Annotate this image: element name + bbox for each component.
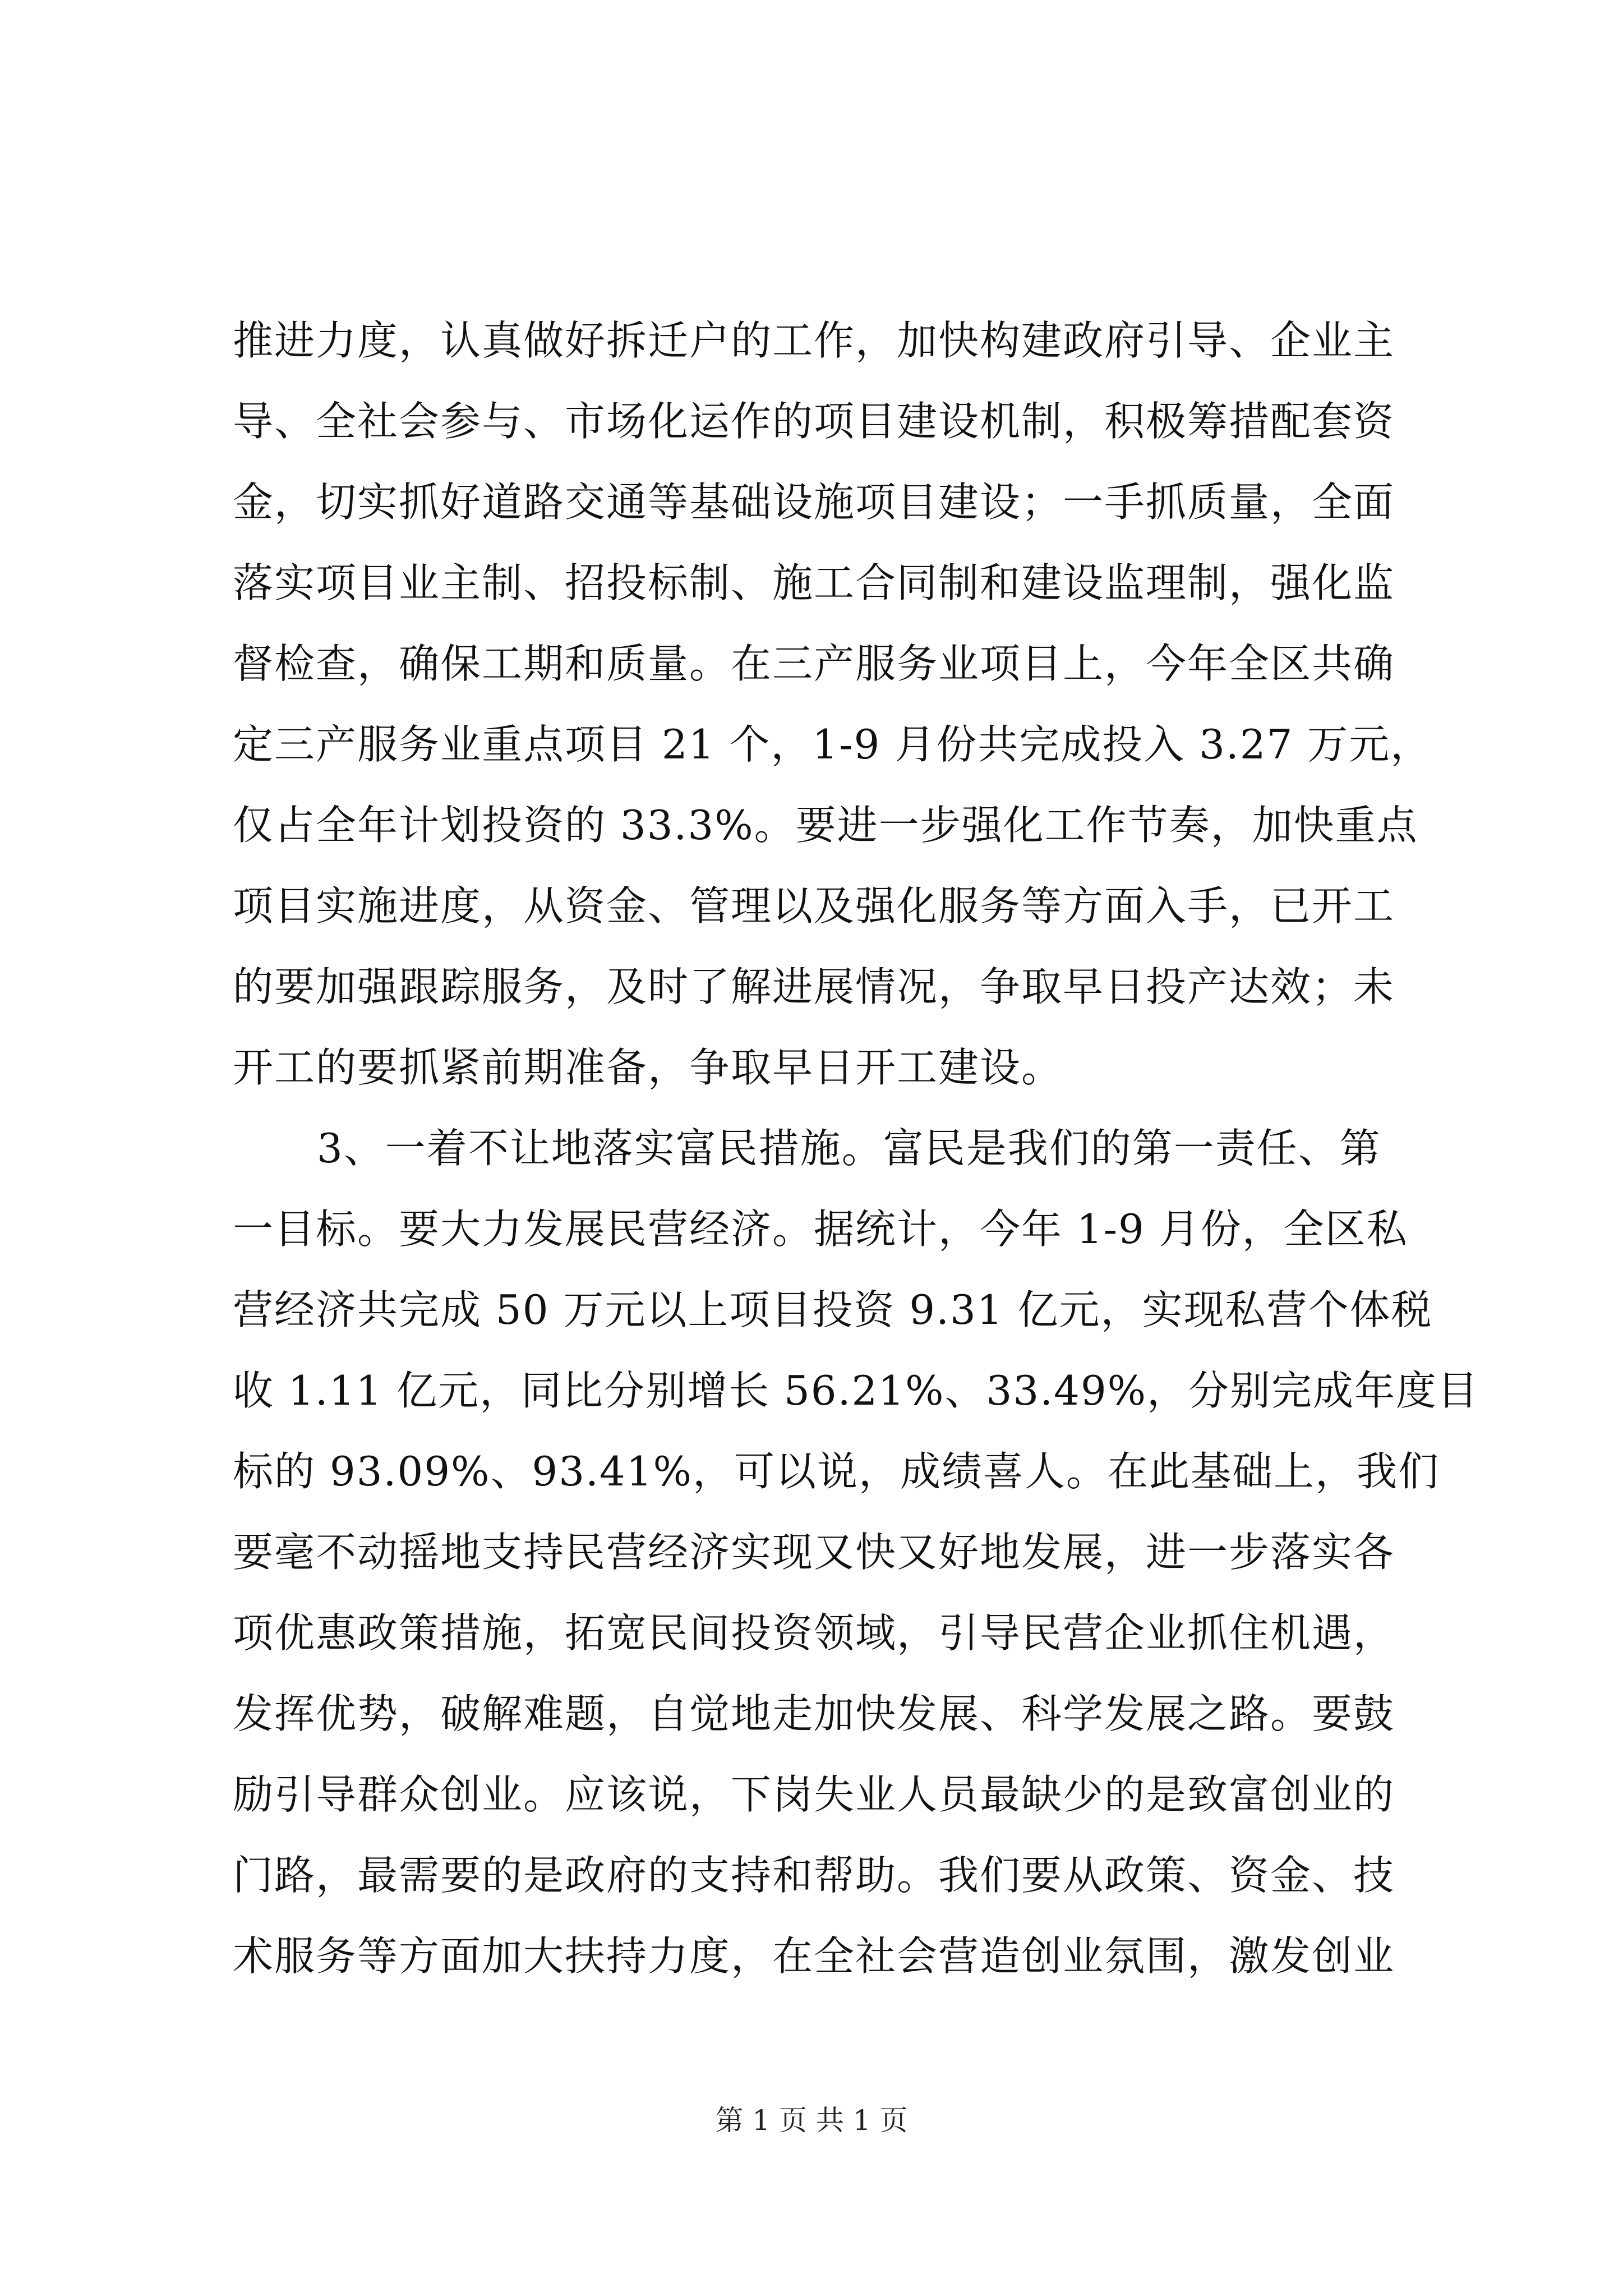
- text-line: 的要加强跟踪服务，及时了解进展情况，争取早日投产达效；未: [233, 963, 1395, 1010]
- page-number-label: 第 1 页 共 1 页: [715, 2104, 908, 2137]
- text-line: 发挥优势，破解难题，自觉地走加快发展、科学发展之路。要鼓: [233, 1690, 1395, 1737]
- text-line: 项优惠政策措施，拓宽民间投资领域，引导民营企业抓住机遇，: [233, 1609, 1395, 1657]
- text-line: 督检查，确保工期和质量。在三产服务业项目上，今年全区共确: [233, 640, 1395, 687]
- text-line: 项目实施进度，从资金、管理以及强化服务等方面入手，已开工: [233, 882, 1395, 930]
- text-line: 营经济共完成 50 万元以上项目投资 9.31 亿元，实现私营个体税: [233, 1286, 1433, 1333]
- text-line: 仅占全年计划投资的 33.3%。要进一步强化工作节奏，加快重点: [233, 802, 1418, 849]
- text-line: 开工的要抓紧前期准备，争取早日开工建设。: [233, 1044, 1063, 1091]
- text-line: 收 1.11 亿元，同比分别增长 56.21%、33.49%，分别完成年度目: [233, 1367, 1479, 1414]
- text-line: 金，切实抓好道路交通等基础设施项目建设；一手抓质量，全面: [233, 478, 1395, 526]
- text-line: 落实项目业主制、招投标制、施工合同制和建设监理制，强化监: [233, 559, 1395, 606]
- text-line: 标的 93.09%、93.41%，可以说，成绩喜人。在此基础上，我们: [233, 1448, 1440, 1495]
- page-footer: [0, 2101, 1623, 2140]
- paragraph-start-line: 3、一着不让地落实富民措施。富民是我们的第一责任、第: [317, 1125, 1381, 1172]
- text-line: 术服务等方面加大扶持力度，在全社会营造创业氛围，激发创业: [233, 1932, 1395, 1980]
- text-line: 推进力度，认真做好拆迁户的工作，加快构建政府引导、企业主: [233, 317, 1395, 364]
- text-line: 一目标。要大力发展民营经济。据统计，今年 1-9 月份，全区私: [233, 1205, 1408, 1253]
- text-line: 励引导群众创业。应该说，下岗失业人员最缺少的是致富创业的: [233, 1771, 1395, 1818]
- text-line: 导、全社会参与、市场化运作的项目建设机制，积极筹措配套资: [233, 398, 1395, 445]
- text-line: 要毫不动摇地支持民营经济实现又快又好地发展，进一步落实各: [233, 1529, 1395, 1576]
- text-line: 门路，最需要的是政府的支持和帮助。我们要从政策、资金、技: [233, 1852, 1395, 1899]
- text-line: 定三产服务业重点项目 21 个，1-9 月份共完成投入 3.27 万元，: [233, 721, 1432, 768]
- document-body: [233, 300, 1479, 1996]
